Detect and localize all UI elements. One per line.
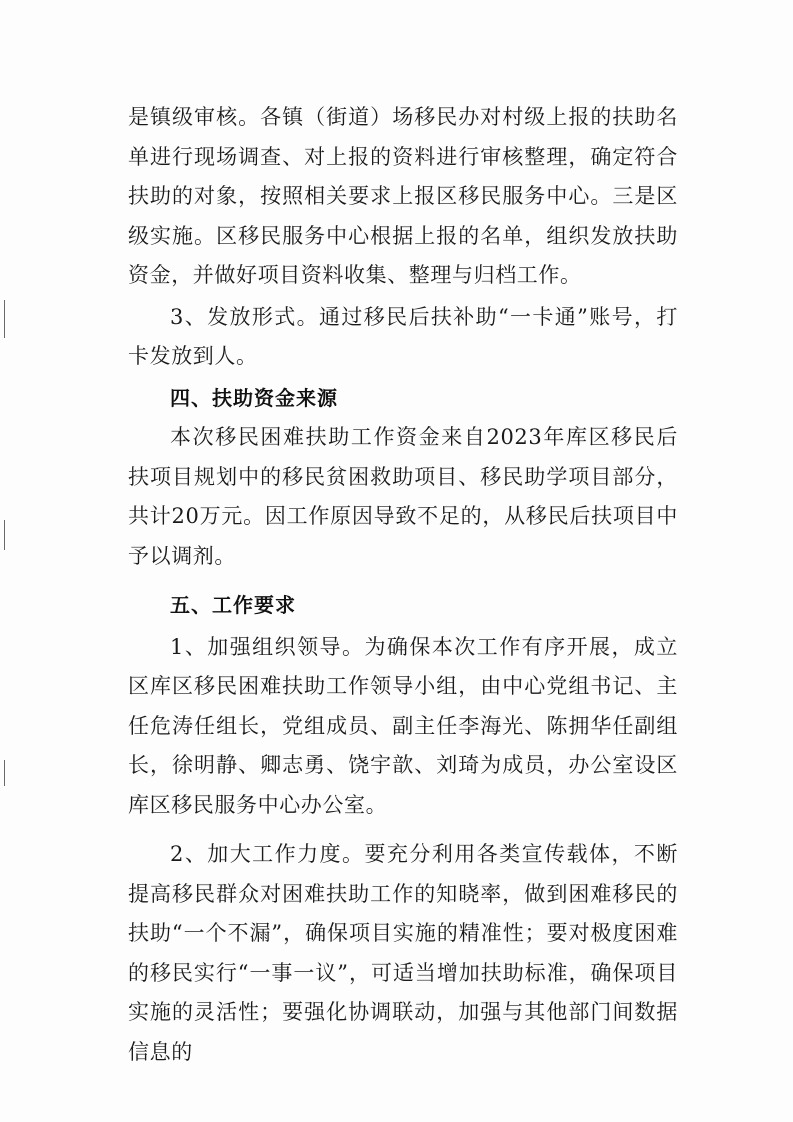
document-body <box>128 98 678 1072</box>
section-heading-work-requirements: 五、工作要求 <box>170 593 296 617</box>
paragraph-review-process: 是镇级审核。各镇（街道）场移民办对村级上报的扶助名单进行现场调查、对上报的资料进行审核整理，确定符合扶助的对象，按照相关要求上报区移民服务中心。三是区级实施。区移民服务中心根据上报的名单，组织发放扶助资金，并做好项目资料收集、整理与归档工作。 <box>128 105 678 287</box>
paragraph-distribution-method: 3、发放形式。通过移民后扶补助“一卡通”账号，打卡发放到人。 <box>128 304 678 368</box>
binding-mark <box>4 520 5 550</box>
section-heading-funding-source: 四、扶助资金来源 <box>170 385 338 410</box>
paragraph-organization-leadership: 1、加强组织领导。为确保本次工作有序开展，成立区库区移民困难扶助工作领导小组，由中心党组书记、主任危涛任组长，党组成员、副主任李海光、陈拥华任副组长，徐明静、卿志勇、饶宇歆、刘琦为成员，办公室设区库区移民服务中心办公室。 <box>128 634 678 817</box>
paragraph-funding-source: 本次移民困难扶助工作资金来自2023年库区移民后扶项目规划中的移民贫困救助项目、移民助学项目部分，共计20万元。因工作原因导致不足的，从移民后扶项目中予以调剂。 <box>128 425 678 568</box>
binding-mark <box>4 300 5 338</box>
binding-mark <box>4 760 5 786</box>
paragraph-work-intensity: 2、加大工作力度。要充分利用各类宣传载体，不断提高移民群众对困难扶助工作的知晓率，做到困难移民的扶助“一个不漏”，确保项目实施的精准性；要对极度困难的移民实行“一事一议”，可适当增加扶助标准，确保项目实施的灵活性；要强化协调联动，加强与其他部门间数据信息的 <box>128 842 678 1064</box>
